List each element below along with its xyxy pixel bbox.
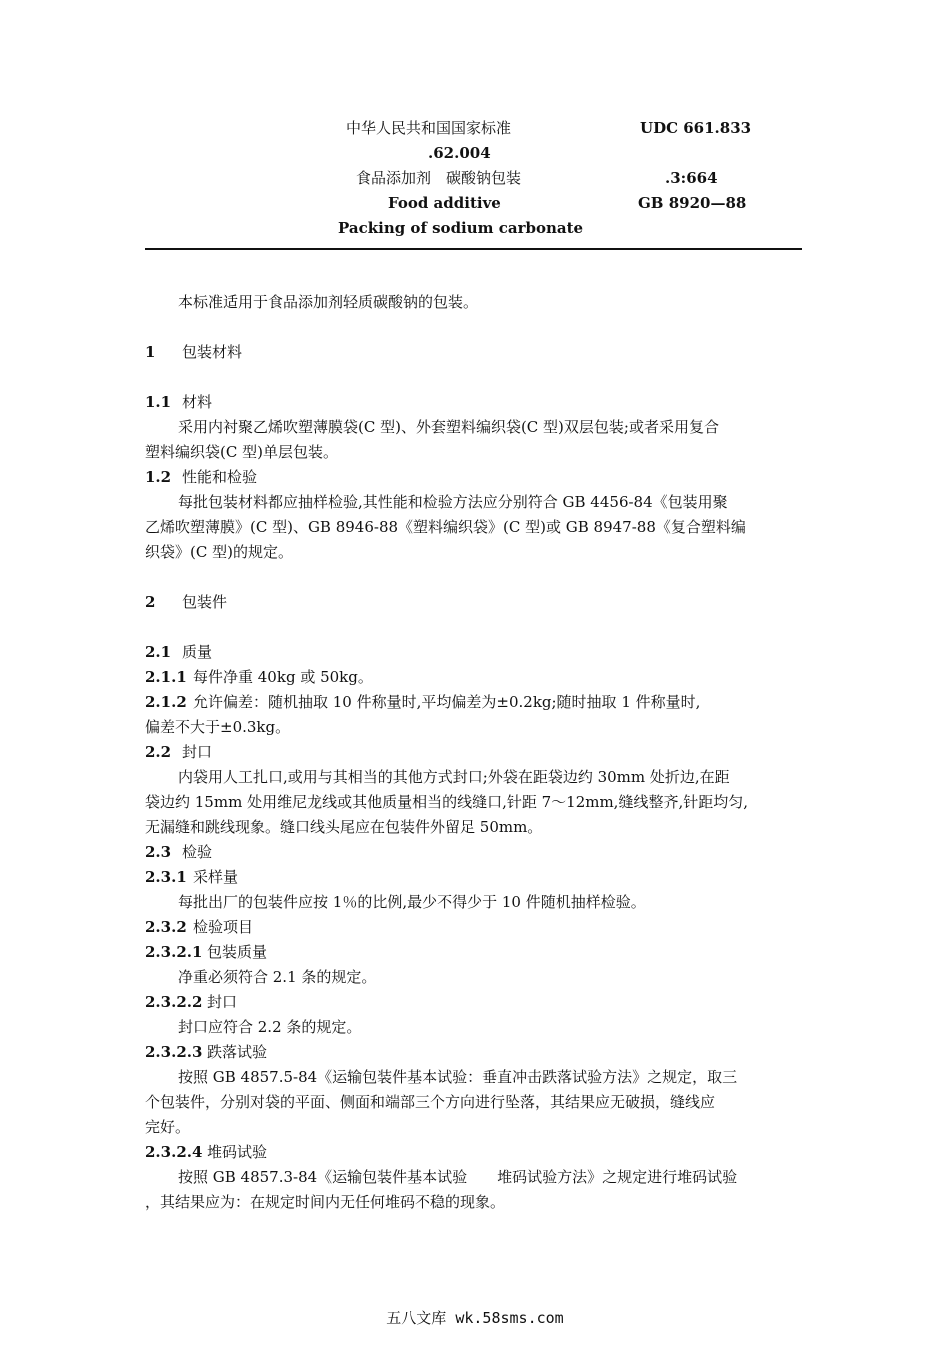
section-2-3-2-4-line2: ，其结果应为：在规定时间内无任何堆码不稳的现象。 xyxy=(145,1193,506,1211)
section-2-1-1 xyxy=(145,667,373,687)
section-title: 包装质量 xyxy=(207,943,268,961)
section-2-1-heading xyxy=(145,642,212,662)
udc-code-line2: .62.004 xyxy=(428,144,491,162)
section-2-3-heading xyxy=(145,842,212,862)
standard-title-en-1: Food additive xyxy=(388,194,501,212)
section-title: 采样量 xyxy=(193,868,239,886)
section-number: 2.1.1 xyxy=(145,668,187,686)
section-title: 封口 xyxy=(182,743,213,761)
section-title: 检验 xyxy=(182,843,213,861)
section-number: 2.3.1 xyxy=(145,868,187,886)
section-number: 2.1.2 xyxy=(145,693,187,711)
standard-title-en-2: Packing of sodium carbonate xyxy=(338,219,584,237)
section-2-heading xyxy=(145,592,227,612)
section-title: 包装材料 xyxy=(182,343,243,361)
section-title: 质量 xyxy=(182,643,213,661)
section-1-2-heading xyxy=(145,467,257,487)
section-2-3-2-4-heading xyxy=(145,1142,267,1162)
section-title: 封口 xyxy=(207,993,238,1011)
section-number: 2.1 xyxy=(145,643,172,661)
section-number: 1 xyxy=(145,343,156,361)
section-2-3-1-heading xyxy=(145,867,238,887)
section-number: 2.3.2.2 xyxy=(145,993,203,1011)
section-text: 每件净重 40kg 或 50kg。 xyxy=(193,668,373,686)
section-number: 1.2 xyxy=(145,468,172,486)
section-2-3-2-3-line3: 完好。 xyxy=(145,1118,191,1136)
standard-subtitle-cn: 食品添加剂 碳酸钠包装 xyxy=(356,169,522,187)
section-1-heading xyxy=(145,342,242,362)
section-title: 包装件 xyxy=(182,593,228,611)
section-title: 堆码试验 xyxy=(207,1143,268,1161)
section-title: 性能和检验 xyxy=(182,468,258,486)
section-number: 2.3.2.4 xyxy=(145,1143,203,1161)
section-2-2-line3: 无漏缝和跳线现象。缝口线头尾应在包装件外留足 50mm。 xyxy=(145,818,543,836)
section-2-3-2-2-line1: 封口应符合 2.2 条的规定。 xyxy=(178,1018,362,1036)
section-number: 1.1 xyxy=(145,393,172,411)
section-2-2-line2: 袋边约 15mm 处用维尼龙线或其他质量相当的线缝口,针距 7～12mm,缝线整齐,针距均匀, xyxy=(145,793,748,811)
section-text: 允许偏差：随机抽取 10 件称量时,平均偏差为±0.2kg;随时抽取 1 件称量时, xyxy=(193,693,701,711)
section-number: 2.3.2.1 xyxy=(145,943,203,961)
footer-watermark: 五八文库 wk.58sms.com xyxy=(386,1309,564,1327)
section-1-2-line3: 织袋》(C 型)的规定。 xyxy=(145,543,293,561)
section-title: 跌落试验 xyxy=(207,1043,268,1061)
section-number: 2.3.2.3 xyxy=(145,1043,203,1061)
udc-code-line3: .3:664 xyxy=(665,169,718,187)
section-1-2-line1: 每批包装材料都应抽样检验,其性能和检验方法应分别符合 GB 4456-84《包装用聚 xyxy=(178,493,728,511)
section-1-1-line1: 采用内衬聚乙烯吹塑薄膜袋(C 型)、外套塑料编织袋(C 型)双层包装;或者采用复合 xyxy=(178,418,719,436)
section-1-2-line2: 乙烯吹塑薄膜》(C 型)、GB 8946-88《塑料编织袋》(C 型)或 GB 8947-88《复合塑料编 xyxy=(145,518,746,536)
section-2-3-2-heading xyxy=(145,917,253,937)
udc-code-line1: UDC 661.833 xyxy=(640,119,752,137)
section-title: 检验项目 xyxy=(193,918,254,936)
section-number: 2.2 xyxy=(145,743,172,761)
section-1-1-line2: 塑料编织袋(C 型)单层包装。 xyxy=(145,443,338,461)
intro-paragraph: 本标准适用于食品添加剂轻质碳酸钠的包装。 xyxy=(178,293,479,311)
section-2-3-2-4-line1: 按照 GB 4857.3-84《运输包装件基本试验 堆码试验方法》之规定进行堆码试验 xyxy=(178,1168,738,1186)
section-2-3-2-3-line2: 个包装件，分别对袋的平面、侧面和端部三个方向进行坠落，其结果应无破损，缝线应 xyxy=(145,1093,716,1111)
section-2-3-2-2-heading xyxy=(145,992,237,1012)
section-2-1-2-line2: 偏差不大于±0.3kg。 xyxy=(145,718,291,736)
section-2-3-2-1-heading xyxy=(145,942,267,962)
section-2-3-1-line1: 每批出厂的包装件应按 1％的比例,最少不得少于 10 件随机抽样检验。 xyxy=(178,893,646,911)
section-number: 2.3 xyxy=(145,843,172,861)
header-divider xyxy=(145,248,802,250)
section-1-1-heading xyxy=(145,392,212,412)
section-number: 2.3.2 xyxy=(145,918,187,936)
section-2-3-2-1-line1: 净重必须符合 2.1 条的规定。 xyxy=(178,968,377,986)
section-2-2-heading xyxy=(145,742,212,762)
section-title: 材料 xyxy=(182,393,213,411)
section-2-3-2-3-heading xyxy=(145,1042,267,1062)
section-2-2-line1: 内袋用人工扎口,或用与其相当的其他方式封口;外袋在距袋边约 30mm 处折边,在距 xyxy=(178,768,730,786)
section-2-3-2-3-line1: 按照 GB 4857.5-84《运输包装件基本试验：垂直冲击跌落试验方法》之规定，取三 xyxy=(178,1068,738,1086)
section-number: 2 xyxy=(145,593,156,611)
standard-title-cn: 中华人民共和国国家标准 xyxy=(346,119,512,137)
gb-number: GB 8920—88 xyxy=(638,194,747,212)
section-2-1-2 xyxy=(145,692,700,712)
